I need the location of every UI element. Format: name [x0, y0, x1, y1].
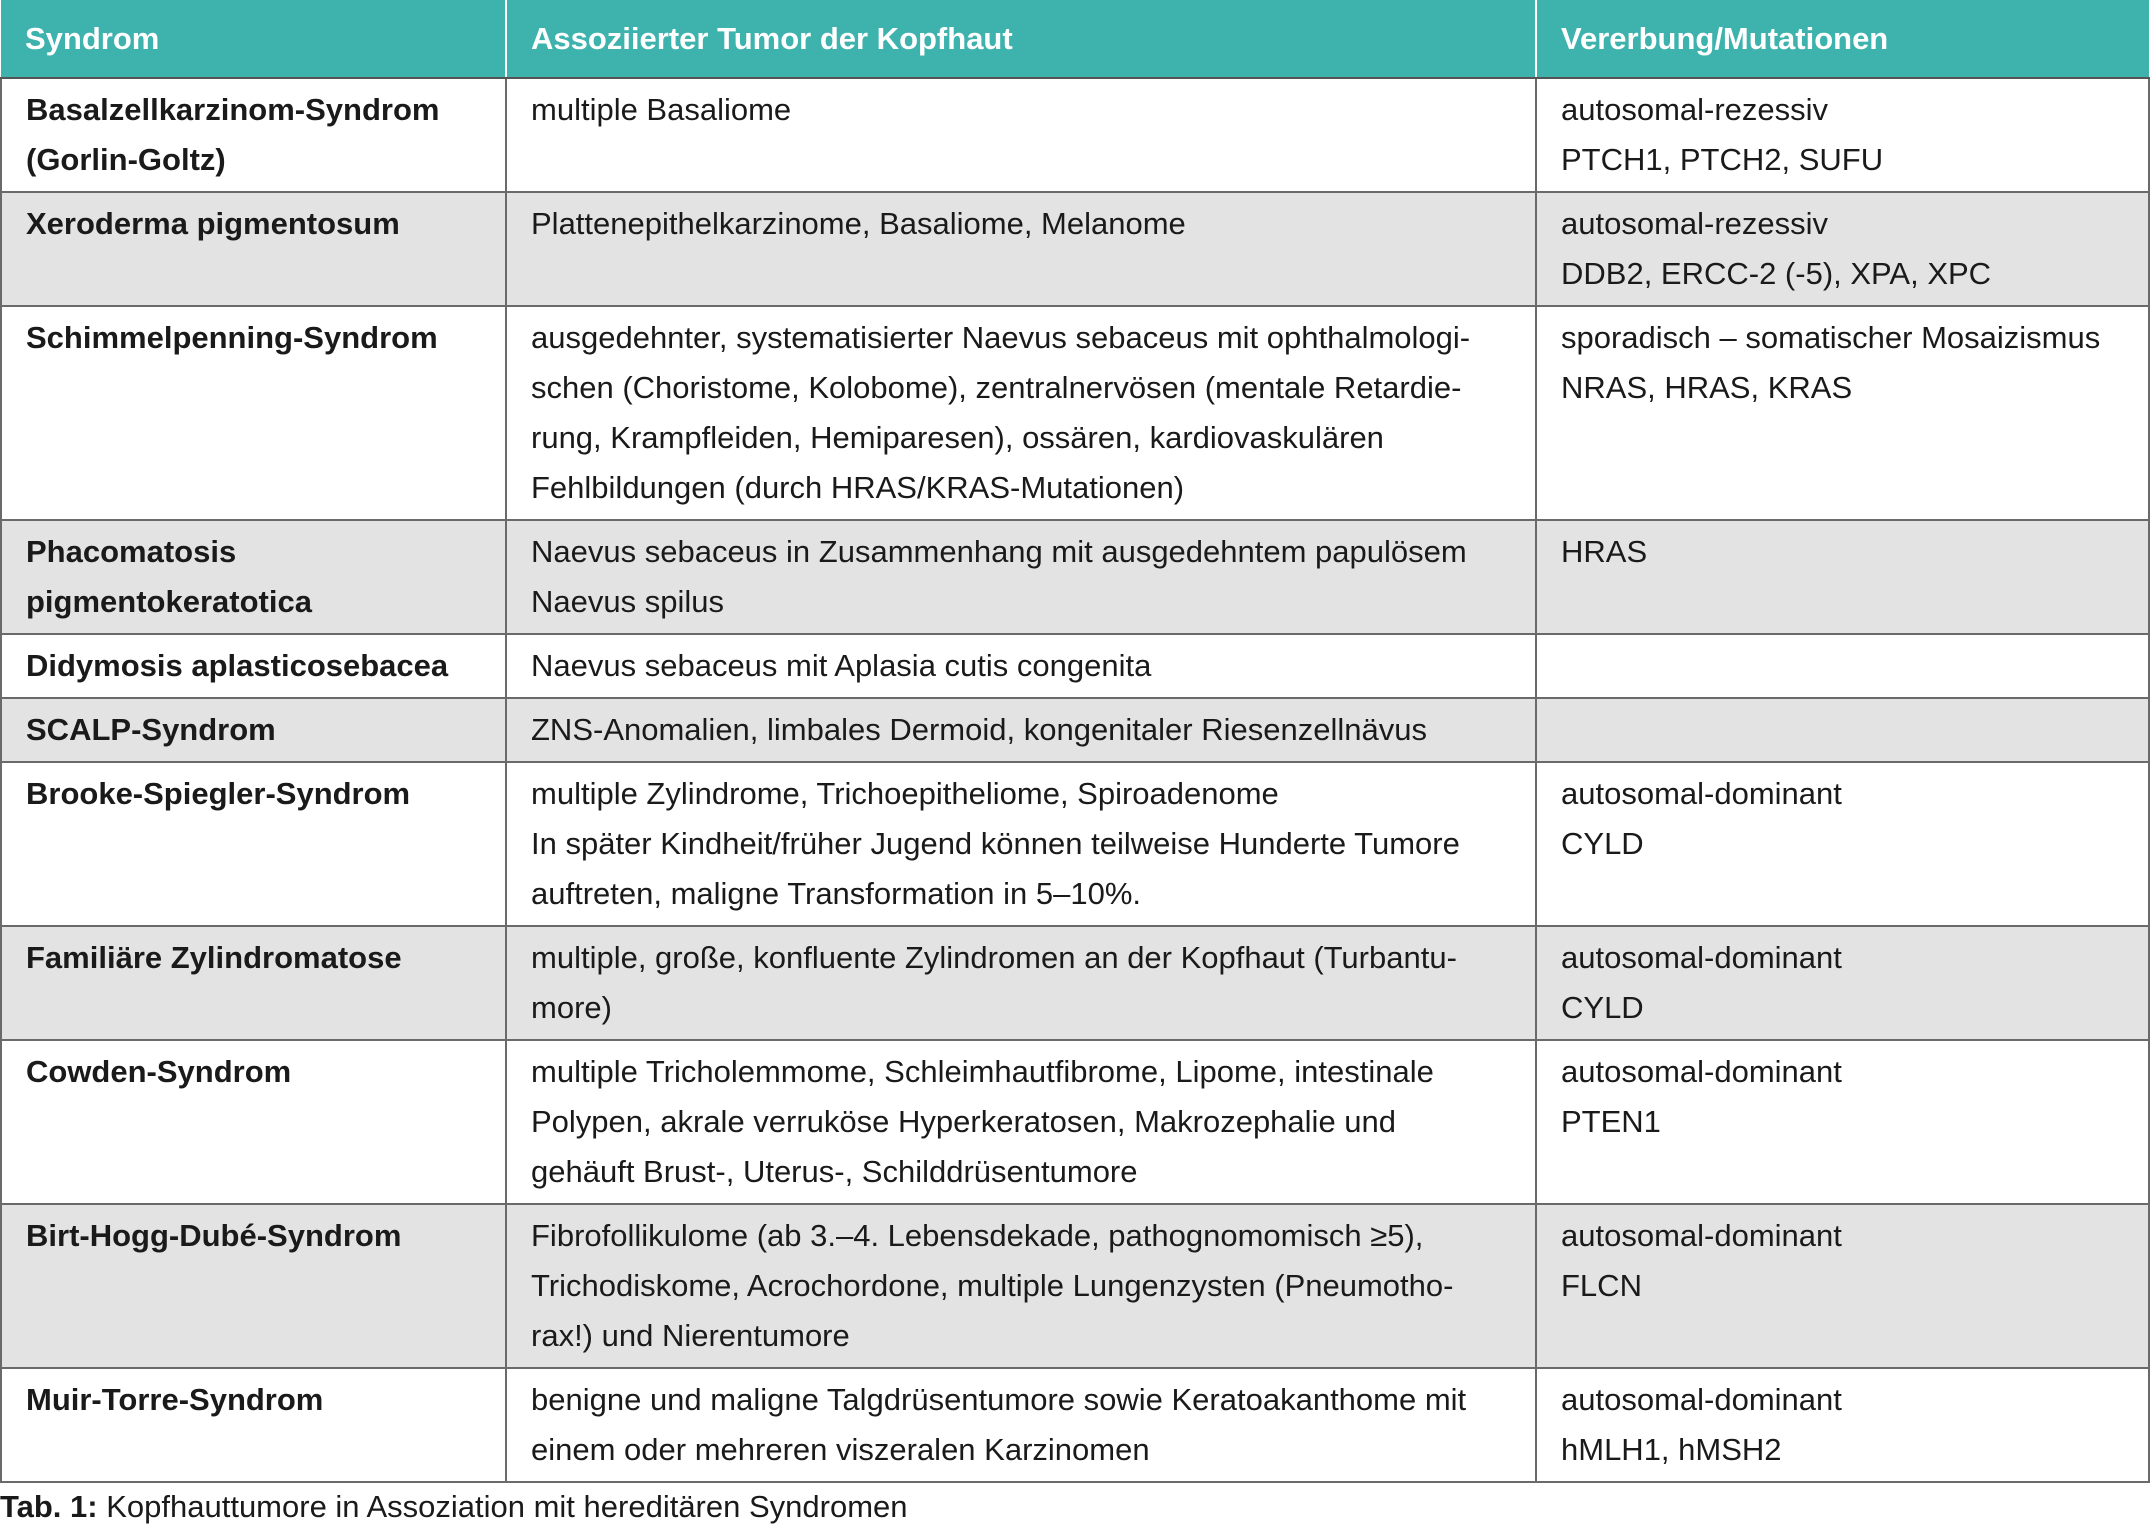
syndrome-cell-line: Basalzellkarzinom-Syndrom — [26, 92, 440, 127]
inheritance-cell-line: PTCH1, PTCH2, SUFU — [1561, 142, 1884, 177]
inheritance-cell — [1536, 762, 2149, 926]
syndrome-cell-line: Schimmelpenning-Syndrom — [26, 320, 438, 355]
tumor-cell-line: multiple Basaliome — [531, 92, 792, 127]
syndrome-cell-line: Muir-Torre-Syndrom — [26, 1382, 324, 1417]
inheritance-cell-line: CYLD — [1561, 990, 1644, 1025]
syndrome-cell — [1, 192, 506, 306]
syndrome-cell-line: Birt-Hogg-Dubé-Syndrom — [26, 1218, 402, 1253]
syndrome-cell-line: Phacomatosis — [26, 534, 237, 569]
caption-label: Tab. 1: — [0, 1489, 98, 1524]
inheritance-cell — [1536, 520, 2149, 634]
tumor-cell-line: In später Kindheit/früher Jugend können teilweise Hunderte Tumore — [531, 826, 1460, 861]
tumor-cell-line: Fibrofollikulome (ab 3.–4. Lebensdekade, pathognomomisch ≥5), — [531, 1218, 1424, 1253]
table-row — [1, 520, 2149, 634]
tumor-cell-line: Trichodiskome, Acrochordone, multiple Lungenzysten (Pneumotho- — [531, 1268, 1454, 1303]
syndrome-cell — [1, 1368, 506, 1482]
inheritance-cell — [1536, 698, 2149, 762]
tumor-cell-line: more) — [531, 990, 612, 1025]
syndrome-cell-line: Xeroderma pigmentosum — [26, 206, 400, 241]
tumor-cell — [506, 192, 1536, 306]
tumor-cell-line: multiple Zylindrome, Trichoepitheliome, Spiroadenome — [531, 776, 1279, 811]
inheritance-cell-line: autosomal-rezessiv — [1561, 206, 1829, 241]
syndrome-cell-line: Familiäre Zylindromatose — [26, 940, 402, 975]
table-row — [1, 78, 2149, 192]
syndrome-cell-line: Cowden-Syndrom — [26, 1054, 292, 1089]
table-row — [1, 306, 2149, 520]
header-inheritance: Vererbung/Mutationen — [1536, 0, 2149, 78]
tumor-cell — [506, 78, 1536, 192]
tumor-cell — [506, 926, 1536, 1040]
inheritance-cell-line: autosomal-rezessiv — [1561, 92, 1829, 127]
inheritance-cell-line: autosomal-dominant — [1561, 940, 1842, 975]
syndrome-cell-line: (Gorlin-Goltz) — [26, 142, 226, 177]
inheritance-cell — [1536, 1204, 2149, 1368]
tumor-cell-line: Naevus spilus — [531, 584, 724, 619]
tumor-cell-line: ausgedehnter, systematisierter Naevus sebaceus mit ophthalmologi- — [531, 320, 1471, 355]
inheritance-cell-line: autosomal-dominant — [1561, 1218, 1842, 1253]
tumor-cell — [506, 1368, 1536, 1482]
table-row — [1, 1204, 2149, 1368]
tumor-cell-line: benigne und maligne Talgdrüsentumore sowie Keratoakanthome mit — [531, 1382, 1467, 1417]
tumor-cell-line: rung, Krampfleiden, Hemiparesen), ossären, kardiovaskulären — [531, 420, 1384, 455]
syndrome-cell — [1, 78, 506, 192]
inheritance-cell-line: sporadisch – somatischer Mosaizismus — [1561, 320, 2101, 355]
caption-text: Kopfhauttumore in Assoziation mit hereditären Syndromen — [97, 1489, 908, 1524]
tumor-cell — [506, 634, 1536, 698]
syndrome-cell — [1, 306, 506, 520]
syndrome-cell — [1, 634, 506, 698]
table-row — [1, 634, 2149, 698]
inheritance-cell-line: PTEN1 — [1561, 1104, 1661, 1139]
table-row — [1, 698, 2149, 762]
tumor-cell-line: Polypen, akrale verruköse Hyperkeratosen, Makrozephalie und — [531, 1104, 1397, 1139]
table-row — [1, 1040, 2149, 1204]
inheritance-cell-line: CYLD — [1561, 826, 1644, 861]
tumor-cell-line: Naevus sebaceus mit Aplasia cutis congenita — [531, 648, 1152, 683]
tumor-cell-line: multiple, große, konfluente Zylindromen an der Kopfhaut (Turbantu- — [531, 940, 1457, 975]
tumor-cell — [506, 520, 1536, 634]
syndrome-cell — [1, 698, 506, 762]
inheritance-cell — [1536, 78, 2149, 192]
syndrome-cell — [1, 762, 506, 926]
tumor-cell — [506, 698, 1536, 762]
inheritance-cell-line: hMLH1, hMSH2 — [1561, 1432, 1782, 1467]
tumor-cell-line: ZNS-Anomalien, limbales Dermoid, kongenitaler Riesenzellnävus — [531, 712, 1427, 747]
header-row — [1, 0, 2149, 78]
inheritance-cell-line: autosomal-dominant — [1561, 776, 1842, 811]
syndrome-cell-line: Brooke-Spiegler-Syndrom — [26, 776, 411, 811]
inheritance-cell — [1536, 306, 2149, 520]
tumor-cell-line: gehäuft Brust-, Uterus-, Schilddrüsentumore — [531, 1154, 1138, 1189]
tumor-cell — [506, 306, 1536, 520]
syndrome-cell — [1, 1040, 506, 1204]
tumor-cell-line: auftreten, maligne Transformation in 5–10%. — [531, 876, 1142, 911]
tumor-cell-line: Plattenepithelkarzinome, Basaliome, Melanome — [531, 206, 1186, 241]
tumor-cell-line: Naevus sebaceus in Zusammenhang mit ausgedehntem papulösem — [531, 534, 1467, 569]
table-row — [1, 762, 2149, 926]
syndrome-cell-line: SCALP-Syndrom — [26, 712, 276, 747]
header-syndrome: Syndrom — [1, 0, 506, 78]
tumor-cell-line: schen (Choristome, Kolobome), zentralnervösen (mentale Retardie- — [531, 370, 1462, 405]
syndrome-cell — [1, 1204, 506, 1368]
table-caption — [0, 1482, 908, 1532]
inheritance-cell-line: DDB2, ERCC-2 (-5), XPA, XPC — [1561, 256, 1992, 291]
syndrome-cell-line: pigmentokeratotica — [26, 584, 312, 619]
inheritance-cell-line: FLCN — [1561, 1268, 1642, 1303]
table-body — [1, 78, 2149, 1482]
tumor-cell-line: rax!) und Nierentumore — [531, 1318, 850, 1353]
table-row — [1, 926, 2149, 1040]
inheritance-cell — [1536, 1368, 2149, 1482]
inheritance-cell — [1536, 1040, 2149, 1204]
inheritance-cell — [1536, 926, 2149, 1040]
tumor-cell — [506, 1040, 1536, 1204]
inheritance-cell-line: HRAS — [1561, 534, 1648, 569]
tumor-cell-line: Fehlbildungen (durch HRAS/KRAS-Mutationen) — [531, 470, 1185, 505]
table-row — [1, 1368, 2149, 1482]
inheritance-cell-line: autosomal-dominant — [1561, 1054, 1842, 1089]
tumor-cell — [506, 762, 1536, 926]
table-row — [1, 192, 2149, 306]
inheritance-cell — [1536, 634, 2149, 698]
syndrome-cell — [1, 926, 506, 1040]
syndrome-cell — [1, 520, 506, 634]
tumor-cell-line: einem oder mehreren viszeralen Karzinomen — [531, 1432, 1150, 1467]
inheritance-cell — [1536, 192, 2149, 306]
tumor-cell-line: multiple Tricholemmome, Schleimhautfibrome, Lipome, intestinale — [531, 1054, 1434, 1089]
syndrome-cell-line: Didymosis aplasticosebacea — [26, 648, 449, 683]
tumor-cell — [506, 1204, 1536, 1368]
inheritance-cell-line: autosomal-dominant — [1561, 1382, 1842, 1417]
header-tumor: Assoziierter Tumor der Kopfhaut — [506, 0, 1536, 78]
table-header — [1, 0, 2149, 78]
inheritance-cell-line: NRAS, HRAS, KRAS — [1561, 370, 1853, 405]
